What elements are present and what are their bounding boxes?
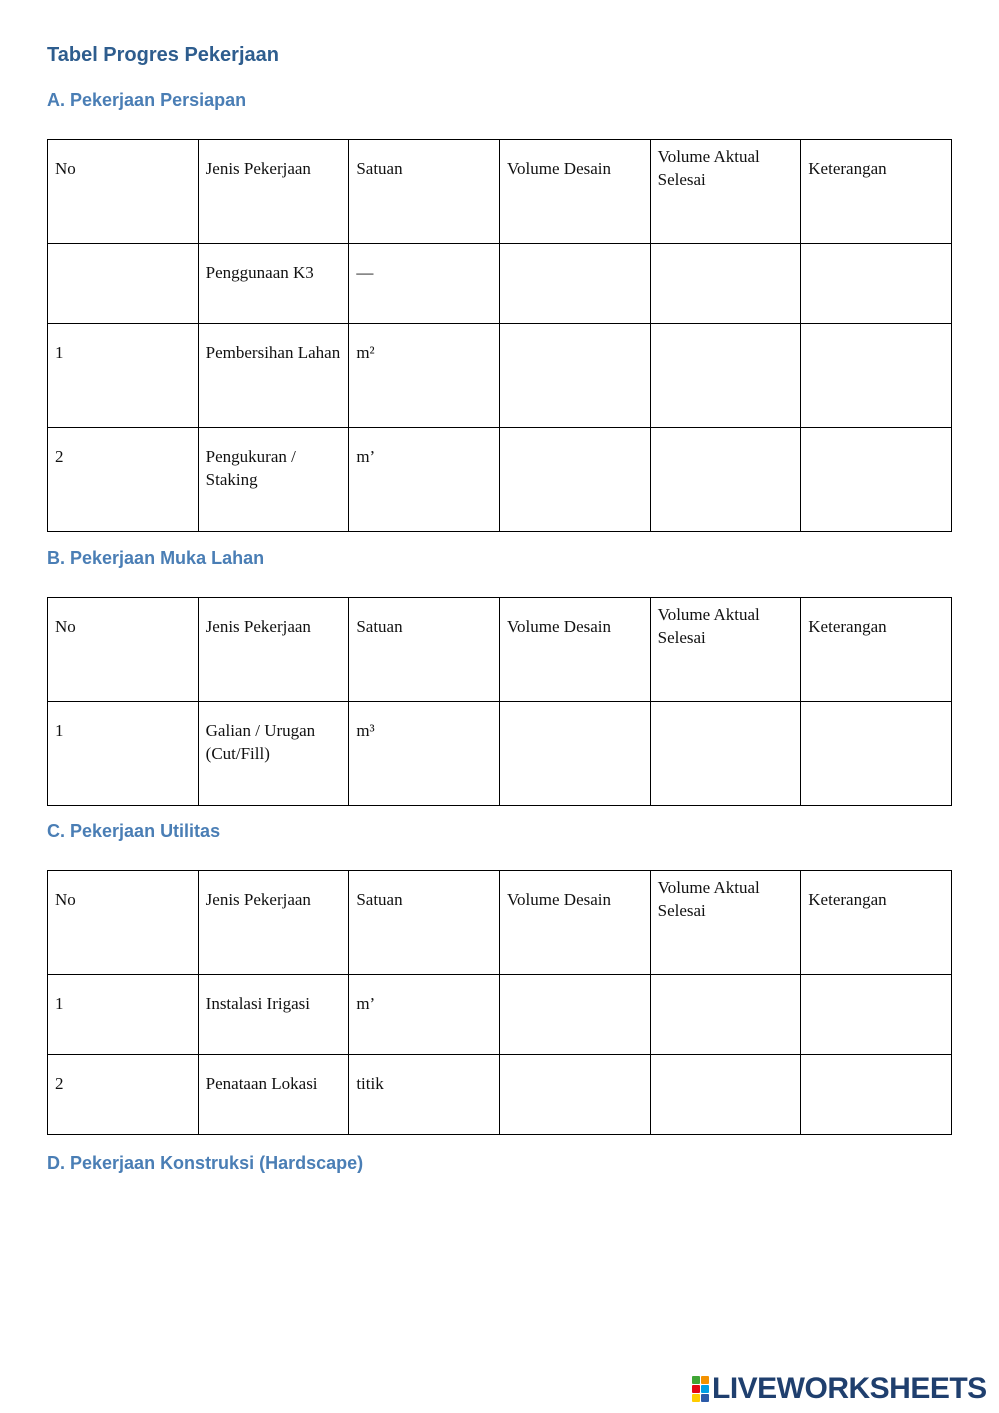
cell-no: 1 [48,702,199,806]
cell-satuan: — [349,244,500,324]
cell-volume-desain[interactable] [499,428,650,532]
cell-volume-desain[interactable] [499,244,650,324]
cell-no: 1 [48,975,199,1055]
cell-satuan: m² [349,324,500,428]
col-jenis-header: Jenis Pekerjaan [198,598,349,702]
cell-satuan: m’ [349,428,500,532]
cell-no: 2 [48,428,199,532]
logo-square [701,1394,709,1402]
cell-keterangan[interactable] [801,975,952,1055]
col-volume-desain-header: Volume Desain [499,598,650,702]
table-utilitas [47,870,952,1135]
cell-volume-desain[interactable] [499,975,650,1055]
page-title: Tabel Progres Pekerjaan [47,44,279,66]
col-no-header: No [48,598,199,702]
table-row [48,244,952,324]
section-a-heading: A. Pekerjaan Persiapan [47,90,247,110]
cell-no [48,244,199,324]
table-row [48,428,952,532]
table-row [48,1055,952,1135]
cell-volume-aktual[interactable] [650,702,801,806]
cell-satuan: m’ [349,975,500,1055]
col-satuan-header: Satuan [349,871,500,975]
cell-volume-aktual[interactable] [650,428,801,532]
logo-square [701,1385,709,1393]
col-satuan-header: Satuan [349,598,500,702]
cell-jenis: Pembersihan Lahan [198,324,349,428]
col-no-header: No [48,871,199,975]
col-volume-desain-header: Volume Desain [499,871,650,975]
section-b-heading: B. Pekerjaan Muka Lahan [47,548,265,568]
cell-volume-desain[interactable] [499,702,650,806]
table-row [48,975,952,1055]
col-no-header: No [48,140,199,244]
col-volume-aktual-header: Volume Aktual Selesai [650,871,801,975]
col-keterangan-header: Keterangan [801,140,952,244]
cell-volume-desain[interactable] [499,324,650,428]
col-jenis-header: Jenis Pekerjaan [198,140,349,244]
table-header-row [48,871,952,975]
cell-jenis: Galian / Urugan (Cut/Fill) [198,702,349,806]
cell-no: 1 [48,324,199,428]
table-persiapan [47,139,952,532]
cell-keterangan[interactable] [801,324,952,428]
cell-keterangan[interactable] [801,1055,952,1135]
cell-keterangan[interactable] [801,244,952,324]
cell-satuan: titik [349,1055,500,1135]
logo-text: LIVEWORKSHEETS [712,1372,987,1405]
logo-square [692,1376,700,1384]
cell-keterangan[interactable] [801,428,952,532]
col-keterangan-header: Keterangan [801,871,952,975]
logo-square [701,1376,709,1384]
cell-jenis: Pengukuran / Staking [198,428,349,532]
cell-jenis: Penataan Lokasi [198,1055,349,1135]
col-volume-aktual-header: Volume Aktual Selesai [650,598,801,702]
table-row [48,324,952,428]
cell-jenis: Instalasi Irigasi [198,975,349,1055]
table-muka-lahan [47,597,952,806]
cell-volume-aktual[interactable] [650,244,801,324]
cell-volume-aktual[interactable] [650,324,801,428]
cell-jenis: Penggunaan K3 [198,244,349,324]
table-row [48,702,952,806]
logo-mark-icon [692,1376,709,1402]
col-satuan-header: Satuan [349,140,500,244]
section-d-heading: D. Pekerjaan Konstruksi (Hardscape) [47,1153,364,1173]
section-c-heading: C. Pekerjaan Utilitas [47,821,221,841]
logo-square [692,1394,700,1402]
cell-no: 2 [48,1055,199,1135]
cell-satuan: m³ [349,702,500,806]
table-header-row [48,140,952,244]
cell-keterangan[interactable] [801,702,952,806]
logo-square [692,1385,700,1393]
col-jenis-header: Jenis Pekerjaan [198,871,349,975]
cell-volume-desain[interactable] [499,1055,650,1135]
cell-volume-aktual[interactable] [650,1055,801,1135]
col-keterangan-header: Keterangan [801,598,952,702]
table-header-row [48,598,952,702]
col-volume-aktual-header: Volume Aktual Selesai [650,140,801,244]
col-volume-desain-header: Volume Desain [499,140,650,244]
liveworksheets-logo[interactable] [692,1372,987,1406]
cell-volume-aktual[interactable] [650,975,801,1055]
